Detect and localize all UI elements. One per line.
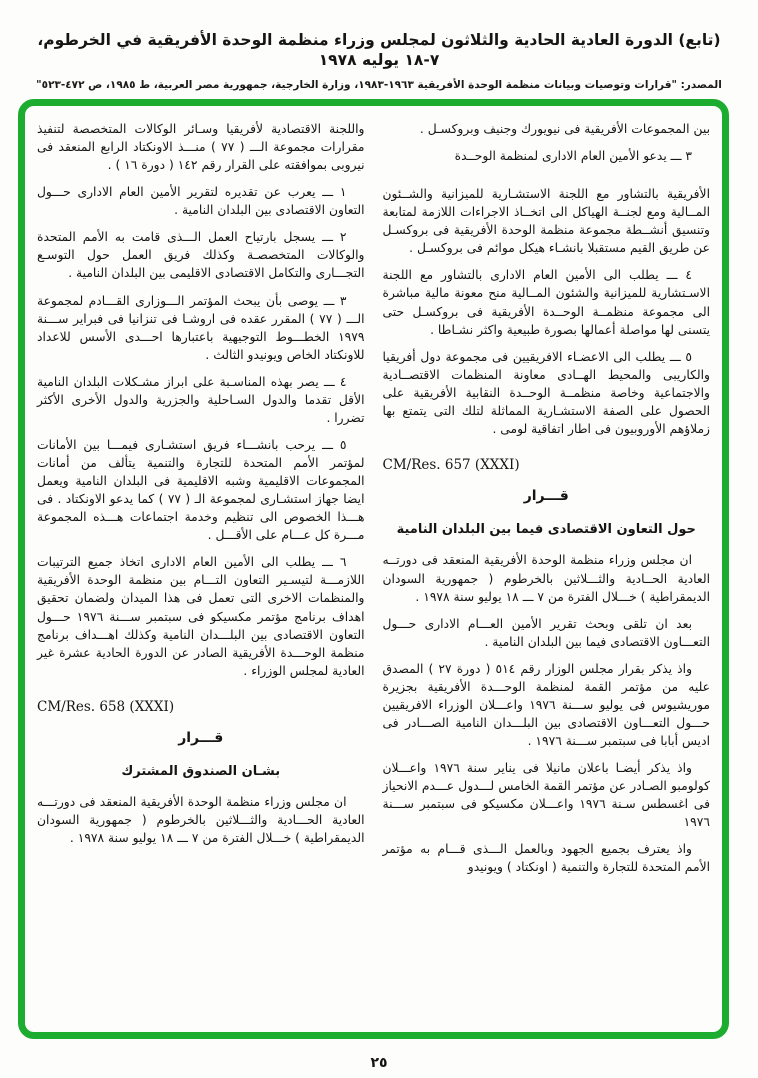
paragraph: واللجنة الاقتصادية لأفريقيا وسـائر الوكالات المتخصصة لتنفيذ مقرارات مجموعة الـــ ( ٧٧ ) منـــذ الاونكتاد الرابع المنعقد فى نيروبى بموافقته على القرار رقم ١٤٢ ( دورة ١٦ ) . xyxy=(37,122,365,173)
green-border-frame xyxy=(18,99,729,1039)
paragraph: ٤ ـــ يصر بهذه المناسـبة على ابراز مشـكلات البلدان النامية الأقل تقدما والدول السـاحلية والجزرية والدول الأخرى الأكثر تضررا . xyxy=(37,374,365,425)
paragraph: بعد ان تلقى وبحث تقرير الأمين العـــام الادارى حـــول التعـــاون الاقتصادى فيما بين البلدان النامية . xyxy=(382,616,710,649)
paragraph: ٣ ـــ يدعو الأمين العام الادارى لمنظمة الوحــدة xyxy=(454,149,692,164)
column-right xyxy=(383,120,711,1022)
resolution-subject: بشـان الصندوق المشترك xyxy=(121,764,281,780)
resolution-number-657: CM/Res. 657 (XXXI) xyxy=(382,456,520,473)
paragraph: ١ ـــ يعرب عن تقديره لتقرير الأمين العام الادارى حـــول التعاون الاقتصادى بين البلدان النامية . xyxy=(37,185,365,218)
resolution-heading: قـــرار xyxy=(523,487,569,504)
page-number: ٢٥ xyxy=(370,1055,388,1071)
header-source-line: المصدر: "قرارات وتوصيات وبيانات منظمة الوحدة الأفريقية ١٩٦٣-١٩٨٣، وزارة الخارجية، جمهورية مصر العربية، ط ١٩٨٥، ص ٤٧٢-٥٢٣" xyxy=(36,79,722,92)
paragraph: واذ يعترف بجميع الجهود وبالعمل الـــذى قـــام به مؤتمر الأمم المتحدة للتجارة والتنمية ( اونكتاد ) ويونيدو xyxy=(382,842,710,875)
paragraph: واذ يذكر بقرار مجلس الوزار رقم ٥١٤ ( دورة ٢٧ ) المصدق عليه من مؤتمر القمة لمنظمة الوحـــدة الأفريقية بجزيرة موريشيوس فى يوليو ســـنة ١٩٧٦ واعـــلان الوزراء الافريقيين حـــول التعـــاون الاقتصادى بين البلـــدان النامية الصـــادر فى اديس أبابا فى سبتمبر ســـنة ١٩٧٦ . xyxy=(382,661,711,749)
paragraph: ان مجلس وزراء منظمة الوحدة الأفريقية المنعقد فى دورتـــه العادية الحـــادية والثـــلاثين بالخرطوم ( جمهورية السودان الديمقراطية ) خـــلال الفترة من ٧ ـــ ١٨ يوليو سنة ١٩٧٨ . xyxy=(37,795,365,846)
resolution-heading: قـــرار xyxy=(178,729,224,746)
column-left xyxy=(37,120,365,1022)
resolution-subject: حول التعاون الاقتصادى فيما بين البلدان النامية xyxy=(396,522,696,538)
paragraph: ان مجلس وزراء منظمة الوحدة الأفريقية المنعقد فى دورتــه العادية الحــادية والثـــلاثين بالخرطوم ( جمهورية السودان الديمقراطية ) خـــلال الفترة من ٧ ـــ ١٨ يوليو سنة ١٩٧٨ . xyxy=(382,553,710,604)
paragraph: ٦ ـــ يطلب الى الأمين العام الادارى اتخاذ جميع الترتيبات اللازمـــة لتيسـير التعاون التـــام بين منظمة الوحدة الأفريقية والمنظمات الاخرى التى تعمل فى هذا الميدان ولضمان تحقيق اهداف برنامج مؤتمر مكسيكو فى سبتمبر ســـنة ١٩٧٦ حـــول التعاون الاقتصادى بين البلـــدان النامية وكذلك اهـــداف برنامج منظمة الوحـــدة الأفريقية الصادر عن الدورة الحادية عشرة غير العادية لمجلس الوزراء . xyxy=(37,555,365,678)
paragraph: بين المجموعات الأفريقية فى نيويورك وجنيف وبروكسـل . xyxy=(419,122,710,136)
paragraph: الأفريقية بالتشاور مع اللجنة الاستشـارية للميزانية والشــئون المــالية ومع لجنــة الهياكل الى اتخــاذ الاجراءات اللازمة لمتابعة وتنسيق أنشــطة مجموعة منظمة الوحدة الأفريقية فى بروكسـل عن طريق القيم مستقبلا بانشـاء هيكل موائم فى بروكسـل . xyxy=(382,187,710,256)
page-header xyxy=(22,30,736,91)
paragraph: ٣ ـــ يوصى بأن يبحث المؤتمر الـــوزارى القـــادم لمجموعة الـــ ( ٧٧ ) المقرر عقده فى اروشـا فى تنزانيا فى فبراير ســـنة ١٩٧٩ الخطـــوط التوجيهية باعتبارها احـــدى الأسس للاعداد للاونكتاد الخاص ويونيدو الثالث . xyxy=(37,293,365,362)
two-column-body xyxy=(37,120,710,1022)
paragraph: ٤ ـــ يطلب الى الأمين العام الادارى بالتشاور مع اللجنة الاسـتشارية للميزانية والشئون المــالية منح معونة مالية مباشرة الى مجموعة منظمــة الوحــدة الأفريقية فى بروكسـل حتى يتسنى لها مواصلة أعمالها بصورة طبيعية واكثر نشـاطا . xyxy=(382,268,710,337)
header-title: (تابع) الدورة العادية الحادية والثلاثون لمجلس وزراء منظمة الوحدة الأفريقية في الخرطوم، ٧-١٨ يوليه ١٩٧٨ xyxy=(37,31,721,70)
paragraph: ٢ ـــ يسجل بارتياح العمل الـــذى قامت به الأمم المتحدة والوكالات المتخصصـة وكذلك فريق العمل حول التوسـع التجـــارى والتكامل الاقتصادى الاقليمى بين البلدان النامية . xyxy=(37,230,365,281)
resolution-number-658: CM/Res. 658 (XXXI) xyxy=(37,698,175,715)
paragraph: ٥ ـــ يطلب الى الاعضـاء الافريقيين فى مجموعة دول أفريقيا والكاريبى والمحيط الهــادى معاونة المنظمات الاقتصــادية والاجتماعية وخاصة منظمــة الوحــدة النقابية الأفريقية على الحصول على الصفة الاستشـارية المماثلة لتلك التى يتمتع بها زملاؤهم الأوروبيون فى اطار اتفاقية لومى . xyxy=(382,349,710,436)
paragraph: ٥ ـــ يرحب بانشـــاء فريق استشـارى فيمـــا بين الأمانات لمؤتمر الأمم المتحدة للتجارة والتنمية يتألف من أمانات المجموعات الاقليمية وشبه الاقليمية فى البلدان النامية ويعمل ايضا جهاز استشـارى لمجموعة الـ ( ٧٧ ) كما يدعو الاونكتاد . فى هـــذا الخصوص الى تنظيم وخدمة اجتماعات هـــذه المجموعة مـــرة كل عـــام على الأقـــل . xyxy=(37,437,365,543)
paragraph: واذ يذكر أيضـا باعلان مانيلا فى يناير سنة ١٩٧٦ واعـــلان كولومبو الصـادر عن مؤتمر القمة الخامس لـــدول عـــدم الانحياز فى اغسطس سـنة ١٩٧٦ واعـــلان مكسيكو فى سبتمبر ســـنة ١٩٧٦ xyxy=(382,761,710,830)
